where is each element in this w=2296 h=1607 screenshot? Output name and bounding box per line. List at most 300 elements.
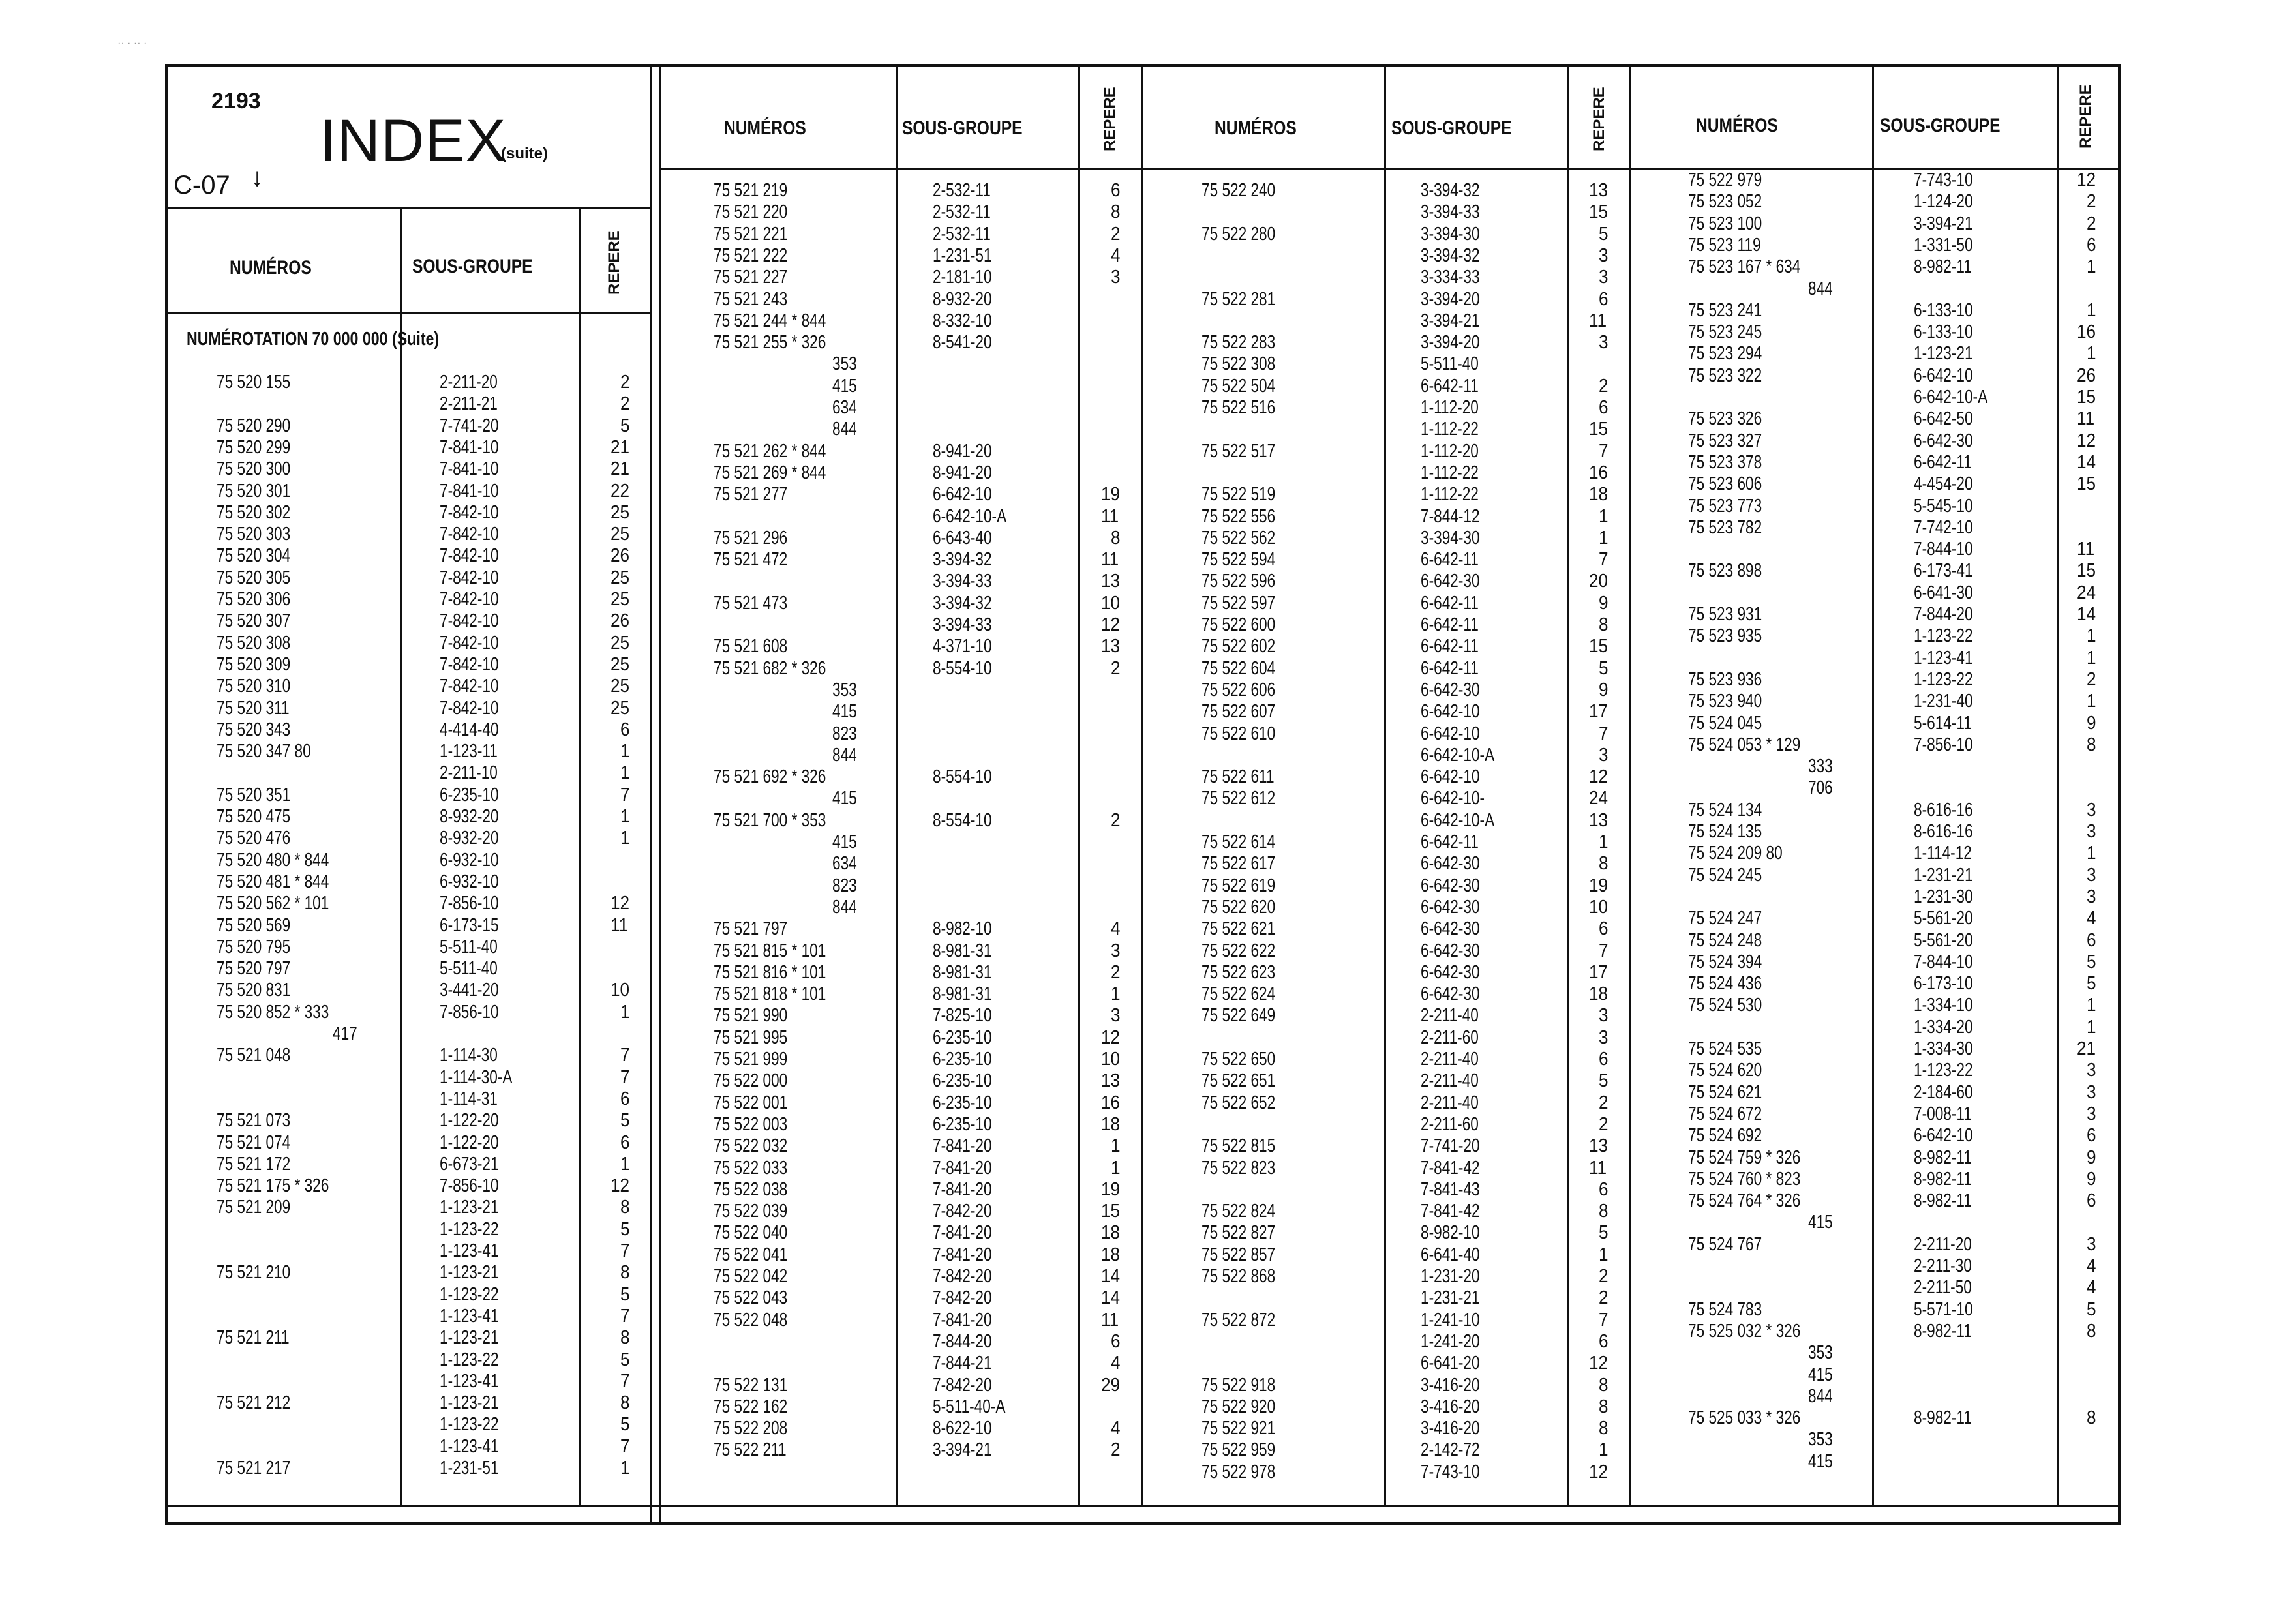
index-sous-groupe: 2-211-20 (1914, 1233, 1972, 1255)
index-numero: 75 520 795 (217, 936, 291, 957)
index-sous-groupe: 6-641-20 (1421, 1353, 1480, 1374)
index-sous-groupe: 6-642-30 (1421, 961, 1480, 983)
index-numero: 75 522 872 (1201, 1309, 1276, 1330)
index-numero: 75 520 351 (217, 784, 291, 805)
index-sous-groupe: 6-642-30 (1421, 679, 1480, 700)
index-numero: 75 521 074 (217, 1132, 291, 1153)
index-repere: 1 (620, 762, 630, 784)
index-repere: 15 (1589, 202, 1609, 223)
index-repere: 1 (2087, 256, 2096, 278)
index-sous-groupe: 6-642-30 (1421, 940, 1480, 961)
divider-block2 (1141, 64, 1143, 1505)
index-sous-groupe: 3-394-32 (1421, 180, 1480, 201)
index-sous-groupe: 2-184-60 (1914, 1081, 1973, 1103)
index-repere: 5 (620, 415, 630, 436)
index-repere: 1 (1111, 984, 1121, 1005)
index-sous-groupe: 7-842-10 (440, 697, 499, 719)
index-sous-groupe: 7-841-43 (1421, 1179, 1480, 1200)
index-numero: 75 521 269 * 844 (714, 462, 826, 483)
index-repere: 25 (611, 653, 630, 675)
index-repere: 6 (2087, 929, 2096, 951)
index-numero: 634 (832, 397, 857, 418)
index-repere: 17 (1589, 961, 1609, 983)
index-repere: 3 (2087, 1233, 2096, 1255)
index-numero: 75 522 600 (1201, 614, 1276, 635)
index-sous-groupe: 1-231-51 (440, 1458, 499, 1479)
index-repere: 14 (2077, 604, 2096, 625)
index-sous-groupe: 6-235-10 (933, 1070, 992, 1092)
index-repere: 19 (1589, 875, 1609, 896)
index-repere: 8 (1111, 202, 1121, 223)
index-numero: 75 522 614 (1201, 832, 1276, 852)
index-sous-groupe: 7-841-20 (933, 1222, 992, 1244)
index-repere: 3 (1111, 940, 1121, 961)
index-numero: 75 520 476 (217, 828, 291, 849)
index-repere: 3 (1599, 267, 1609, 288)
index-numero: 823 (832, 875, 857, 896)
index-numero: 75 522 281 (1201, 288, 1276, 310)
section-label: NUMÉROTATION 70 000 000 (Suite) (187, 329, 440, 350)
index-sous-groupe: 6-643-40 (933, 527, 992, 548)
index-repere: 7 (620, 1435, 630, 1457)
index-sous-groupe: 7-841-10 (440, 480, 499, 502)
index-sous-groupe: 2-211-60 (1421, 1027, 1479, 1048)
index-sous-groupe: 8-982-11 (1914, 256, 1972, 278)
index-numero: 353 (1808, 1342, 1833, 1364)
footer-rule (165, 1505, 2121, 1507)
index-numero: 75 520 562 * 101 (217, 893, 329, 914)
index-numero: 75 522 003 (714, 1113, 788, 1135)
index-numero: 353 (832, 679, 857, 700)
index-sous-groupe: 3-416-20 (1421, 1418, 1480, 1439)
index-repere: 15 (2077, 473, 2096, 495)
index-sous-groupe: 1-123-22 (1914, 625, 1973, 647)
index-numero: 75 522 240 (1201, 180, 1276, 201)
index-repere: 25 (611, 502, 630, 523)
index-repere: 24 (2077, 582, 2096, 603)
index-numero: 75 522 979 (1688, 170, 1762, 190)
index-sous-groupe: 1-123-41 (440, 1240, 499, 1261)
col1-header-numeros: NUMÉROS (230, 257, 312, 278)
index-sous-groupe: 4-454-20 (1914, 473, 1973, 495)
index-numero: 75 521 048 (217, 1045, 291, 1066)
index-numero: 844 (832, 419, 857, 440)
index-repere: 1 (2087, 647, 2096, 668)
index-sous-groupe: 1-123-22 (1914, 1060, 1973, 1081)
index-sous-groupe: 3-394-30 (1421, 223, 1480, 245)
index-repere: 20 (1589, 571, 1609, 592)
index-sous-groupe: 7-844-21 (933, 1353, 992, 1374)
index-numero: 75 523 326 (1688, 408, 1762, 430)
index-sous-groupe: 6-642-10 (933, 484, 992, 505)
index-numero: 75 522 827 (1201, 1222, 1276, 1244)
index-repere: 21 (611, 436, 630, 458)
index-sous-groupe: 3-394-30 (1421, 527, 1480, 548)
index-numero: 75 521 172 (217, 1153, 291, 1175)
index-sous-groupe: 2-211-10 (440, 762, 498, 784)
index-numero: 75 521 210 (217, 1262, 291, 1284)
index-repere: 8 (620, 1262, 630, 1284)
index-numero: 75 521 227 (714, 267, 788, 288)
index-sous-groupe: 2-532-11 (933, 202, 991, 223)
index-sous-groupe: 1-114-12 (1914, 843, 1972, 864)
index-numero: 75 523 378 (1688, 451, 1762, 473)
index-numero: 75 522 649 (1201, 1005, 1276, 1027)
index-repere: 13 (1101, 1070, 1121, 1092)
index-sous-groupe: 1-334-20 (1914, 1016, 1973, 1038)
index-sous-groupe: 7-856-10 (440, 1001, 499, 1023)
index-repere: 3 (2087, 864, 2096, 886)
index-repere: 4 (1111, 918, 1121, 940)
index-sous-groupe: 6-642-11 (1421, 614, 1479, 635)
index-sous-groupe: 1-231-51 (933, 245, 992, 266)
index-repere: 6 (1599, 397, 1609, 418)
index-repere: 4 (1111, 1418, 1121, 1439)
index-numero: 75 522 620 (1201, 896, 1276, 918)
index-repere: 9 (2087, 1168, 2096, 1190)
index-numero: 75 524 247 (1688, 908, 1762, 929)
index-repere: 5 (1599, 657, 1609, 679)
index-sous-groupe: 8-932-20 (440, 806, 499, 827)
index-repere: 1 (2087, 1016, 2096, 1038)
index-numero: 75 521 212 (217, 1392, 291, 1414)
index-numero: 415 (832, 701, 857, 723)
index-repere: 7 (1599, 1309, 1609, 1330)
index-numero: 75 521 700 * 353 (714, 809, 826, 831)
index-numero: 75 522 978 (1201, 1461, 1276, 1482)
index-repere: 5 (620, 1110, 630, 1132)
divider-block1b (659, 64, 661, 1525)
index-numero: 75 522 611 (1201, 766, 1275, 788)
index-sous-groupe: 4-414-40 (440, 719, 499, 740)
index-numero: 75 522 162 (714, 1396, 788, 1417)
index-numero: 75 522 617 (1201, 853, 1276, 875)
index-repere: 13 (1589, 1135, 1609, 1157)
index-numero: 75 521 219 (714, 180, 788, 201)
index-repere: 1 (1111, 1135, 1121, 1157)
index-repere: 26 (2077, 365, 2096, 386)
index-repere: 4 (1111, 1353, 1121, 1374)
index-sous-groupe: 6-235-10 (933, 1113, 992, 1135)
index-numero: 75 523 167 * 634 (1688, 256, 1801, 278)
index-repere: 12 (1101, 614, 1121, 635)
index-numero: 75 521 797 (714, 918, 788, 940)
index-sous-groupe: 6-932-10 (440, 849, 499, 871)
divider-c1-rep (579, 207, 581, 1505)
index-sous-groupe: 2-211-50 (1914, 1277, 1972, 1299)
index-sous-groupe: 1-123-21 (440, 1262, 499, 1284)
index-sous-groupe: 5-511-40 (440, 936, 498, 957)
index-repere: 5 (1599, 223, 1609, 245)
index-numero: 75 521 222 (714, 245, 788, 266)
index-repere: 10 (1101, 1049, 1121, 1070)
index-repere: 8 (1599, 614, 1609, 635)
index-sous-groupe: 1-112-20 (1421, 440, 1479, 462)
index-numero: 75 524 535 (1688, 1038, 1762, 1059)
index-numero: 75 522 041 (714, 1244, 788, 1265)
index-repere: 13 (1101, 636, 1121, 657)
index-sous-groupe: 8-982-10 (933, 918, 992, 940)
index-sous-groupe: 7-842-20 (933, 1266, 992, 1287)
index-repere: 16 (1589, 462, 1609, 483)
index-repere: 13 (1101, 571, 1121, 592)
index-sous-groupe: 5-561-20 (1914, 908, 1973, 929)
index-sous-groupe: 1-123-41 (1914, 647, 1973, 668)
index-sous-groupe: 6-642-10-A (933, 505, 1007, 527)
index-numero: 75 522 619 (1201, 875, 1276, 896)
index-repere: 2 (620, 372, 630, 393)
index-numero: 75 521 262 * 844 (714, 440, 826, 462)
index-numero: 75 523 773 (1688, 495, 1762, 517)
index-numero: 75 524 672 (1688, 1103, 1762, 1124)
index-sous-groupe: 7-743-10 (1421, 1461, 1480, 1482)
index-sous-groupe: 6-133-10 (1914, 322, 1973, 343)
index-repere: 12 (1589, 1353, 1609, 1374)
index-repere: 19 (1101, 1179, 1121, 1200)
index-repere: 5 (1599, 1222, 1609, 1244)
index-sous-groupe: 6-133-10 (1914, 299, 1973, 321)
index-numero: 75 522 596 (1201, 571, 1276, 592)
index-numero: 75 522 519 (1201, 484, 1276, 505)
index-repere: 17 (1589, 701, 1609, 723)
index-numero: 75 524 045 (1688, 712, 1762, 734)
index-numero: 75 521 220 (714, 202, 788, 223)
index-sous-groupe: 5-511-40 (1421, 353, 1479, 375)
divider-c4-sg (1872, 64, 1874, 1505)
index-sous-groupe: 7-842-10 (440, 676, 499, 697)
index-numero: 75 520 343 (217, 719, 291, 740)
index-sous-groupe: 8-616-16 (1914, 821, 1973, 842)
index-numero: 75 522 652 (1201, 1092, 1276, 1113)
index-sous-groupe: 3-394-21 (933, 1439, 992, 1461)
index-repere: 7 (1599, 723, 1609, 744)
index-repere: 3 (2087, 821, 2096, 842)
index-sous-groupe: 8-981-31 (933, 961, 992, 983)
index-numero: 75 522 623 (1201, 961, 1276, 983)
index-repere: 5 (620, 1218, 630, 1240)
index-sous-groupe: 7-842-10 (440, 567, 499, 588)
header-rule-main (659, 168, 2121, 170)
index-sous-groupe: 8-981-31 (933, 940, 992, 961)
index-sous-groupe: 1-123-22 (440, 1284, 499, 1305)
index-repere: 7 (620, 1045, 630, 1066)
index-repere: 10 (611, 980, 630, 1001)
index-numero: 75 525 032 * 326 (1688, 1320, 1801, 1342)
index-repere: 8 (1111, 527, 1121, 548)
index-numero: 75 520 309 (217, 653, 291, 675)
index-numero: 75 524 530 (1688, 995, 1762, 1016)
index-sous-groupe: 6-235-10 (440, 784, 499, 805)
index-numero: 75 524 692 (1688, 1125, 1762, 1147)
index-sous-groupe: 3-416-20 (1421, 1374, 1480, 1396)
index-numero: 415 (832, 788, 857, 809)
section-code: C-07 (174, 171, 230, 200)
index-sous-groupe: 6-642-10-A (1914, 387, 1988, 408)
index-numero: 75 524 760 * 823 (1688, 1168, 1801, 1190)
index-numero: 75 521 608 (714, 636, 788, 657)
index-repere: 7 (1599, 549, 1609, 571)
index-repere: 2 (1111, 223, 1121, 245)
index-repere: 11 (611, 914, 629, 936)
index-repere: 5 (2087, 1299, 2096, 1320)
index-repere: 1 (1599, 1439, 1609, 1461)
index-repere: 5 (2087, 973, 2096, 995)
index-sous-groupe: 7-842-10 (440, 610, 499, 632)
index-repere: 1 (620, 1153, 630, 1175)
index-repere: 4 (2087, 1255, 2096, 1276)
index-repere: 6 (1599, 918, 1609, 940)
index-repere: 15 (1589, 636, 1609, 657)
index-numero: 75 522 283 (1201, 332, 1276, 353)
index-repere: 15 (1101, 1201, 1121, 1222)
index-sous-groupe: 1-122-20 (440, 1110, 499, 1132)
divider-block1 (650, 64, 652, 1525)
index-repere: 11 (2077, 408, 2095, 430)
index-sous-groupe: 8-616-16 (1914, 799, 1973, 820)
index-numero: 75 521 472 (714, 549, 788, 571)
col4-header-repere: REPERE (2077, 84, 2094, 149)
index-numero: 75 520 311 (217, 697, 290, 719)
index-numero: 75 523 606 (1688, 473, 1762, 495)
index-sous-groupe: 8-554-10 (933, 809, 992, 831)
index-repere: 22 (611, 480, 630, 502)
divider-block3 (1629, 64, 1631, 1505)
index-repere: 2 (2087, 191, 2096, 213)
index-sous-groupe: 1-123-41 (440, 1370, 499, 1392)
index-repere: 25 (611, 524, 630, 545)
index-numero: 75 521 277 (714, 484, 788, 505)
index-numero: 75 523 940 (1688, 691, 1762, 712)
index-sous-groupe: 7-856-10 (440, 1175, 499, 1197)
index-sous-groupe: 7-841-42 (1421, 1201, 1480, 1222)
index-sous-groupe: 7-841-42 (1421, 1157, 1480, 1179)
index-sous-groupe: 8-941-20 (933, 440, 992, 462)
index-repere: 1 (2087, 625, 2096, 647)
index-sous-groupe: 7-842-20 (933, 1374, 992, 1396)
index-repere: 8 (1599, 1374, 1609, 1396)
index-numero: 75 522 918 (1201, 1374, 1276, 1396)
index-numero: 75 523 322 (1688, 365, 1762, 386)
index-repere: 25 (611, 589, 630, 610)
index-repere: 3 (1111, 267, 1121, 288)
index-numero: 75 520 480 * 844 (217, 849, 329, 871)
col1-header-sous-groupe: SOUS-GROUPE (412, 256, 533, 277)
index-sous-groupe: 2-211-40 (1421, 1049, 1479, 1070)
index-repere: 8 (620, 1392, 630, 1414)
index-repere: 1 (620, 741, 630, 762)
index-numero: 75 522 308 (1201, 353, 1276, 375)
index-repere: 2 (1111, 657, 1121, 679)
index-repere: 1 (2087, 343, 2096, 365)
index-numero: 75 521 473 (714, 592, 788, 614)
index-sous-groupe: 1-334-10 (1914, 995, 1973, 1016)
index-repere: 1 (2087, 299, 2096, 321)
index-sous-groupe: 6-642-30 (1914, 430, 1973, 451)
index-numero: 75 524 394 (1688, 951, 1762, 972)
index-repere: 25 (611, 697, 630, 719)
index-repere: 3 (2087, 1081, 2096, 1103)
index-sous-groupe: 8-932-20 (933, 288, 992, 310)
scan-artifact: ·· · ·· · (117, 38, 147, 49)
index-sous-groupe: 3-394-32 (933, 549, 992, 571)
index-repere: 12 (611, 893, 630, 914)
index-repere: 1 (620, 806, 630, 827)
index-numero: 75 524 767 (1688, 1233, 1762, 1255)
index-numero: 75 520 306 (217, 589, 291, 610)
index-sous-groupe: 3-394-33 (1421, 202, 1480, 223)
index-numero: 75 522 517 (1201, 440, 1276, 462)
index-repere: 2 (1111, 809, 1121, 831)
index-repere: 8 (2087, 1407, 2096, 1429)
index-numero: 75 521 243 (714, 288, 788, 310)
index-numero: 75 523 100 (1688, 213, 1762, 234)
index-numero: 75 522 043 (714, 1287, 788, 1309)
index-sous-groupe: 1-331-50 (1914, 234, 1973, 256)
index-numero: 75 521 211 (217, 1327, 290, 1349)
index-sous-groupe: 2-142-72 (1421, 1439, 1480, 1461)
index-numero: 75 522 602 (1201, 636, 1276, 657)
index-repere: 1 (620, 1001, 630, 1023)
index-repere: 29 (1101, 1374, 1121, 1396)
col3-header-sous-groupe: SOUS-GROUPE (1391, 117, 1512, 139)
index-sous-groupe: 6-642-10 (1914, 1125, 1973, 1147)
index-sous-groupe: 6-642-11 (1421, 832, 1479, 852)
index-numero: 75 522 131 (714, 1374, 788, 1396)
index-sous-groupe: 3-416-20 (1421, 1396, 1480, 1417)
index-repere: 14 (1101, 1266, 1121, 1287)
index-sous-groupe: 7-856-10 (1914, 734, 1973, 755)
index-sous-groupe: 7-842-10 (440, 653, 499, 675)
index-repere: 18 (1589, 984, 1609, 1005)
index-repere: 3 (2087, 1103, 2096, 1124)
index-sous-groupe: 1-123-21 (440, 1392, 499, 1414)
index-sous-groupe: 1-123-22 (440, 1218, 499, 1240)
index-repere: 1 (1111, 1157, 1121, 1179)
index-sous-groupe: 7-741-20 (440, 415, 499, 436)
index-repere: 3 (2087, 886, 2096, 907)
index-numero: 75 520 299 (217, 436, 291, 458)
index-sous-groupe: 8-932-20 (440, 828, 499, 849)
index-sous-groupe: 7-743-10 (1914, 170, 1973, 190)
index-sous-groupe: 6-642-30 (1421, 571, 1480, 592)
index-sous-groupe: 7-741-20 (1421, 1135, 1480, 1157)
index-numero: 75 522 033 (714, 1157, 788, 1179)
index-repere: 5 (620, 1414, 630, 1435)
index-sous-groupe: 6-642-30 (1421, 896, 1480, 918)
index-repere: 6 (1599, 1179, 1609, 1200)
index-numero: 75 521 682 * 326 (714, 657, 826, 679)
divider-c2-sg (896, 64, 898, 1505)
index-numero: 353 (1808, 1429, 1833, 1450)
index-numero: 75 520 347 80 (217, 741, 311, 762)
index-sous-groupe: 3-394-21 (1421, 310, 1480, 331)
index-sous-groupe: 3-441-20 (440, 980, 499, 1001)
index-numero: 333 (1808, 756, 1833, 777)
index-repere: 6 (1111, 180, 1121, 201)
index-sous-groupe: 6-642-30 (1421, 984, 1480, 1005)
index-numero: 75 524 053 * 129 (1688, 734, 1801, 755)
index-sous-groupe: 7-742-10 (1914, 517, 1973, 538)
index-sous-groupe: 2-211-40 (1421, 1092, 1479, 1113)
index-numero: 75 522 048 (714, 1309, 788, 1330)
index-sous-groupe: 3-394-20 (1421, 332, 1480, 353)
col2-header-sous-groupe: SOUS-GROUPE (902, 117, 1023, 139)
index-numero: 75 524 134 (1688, 799, 1762, 820)
index-sous-groupe: 6-642-30 (1421, 875, 1480, 896)
index-sous-groupe: 1-114-30 (440, 1045, 498, 1066)
index-sous-groupe: 7-842-10 (440, 589, 499, 610)
index-repere: 1 (1599, 832, 1609, 852)
